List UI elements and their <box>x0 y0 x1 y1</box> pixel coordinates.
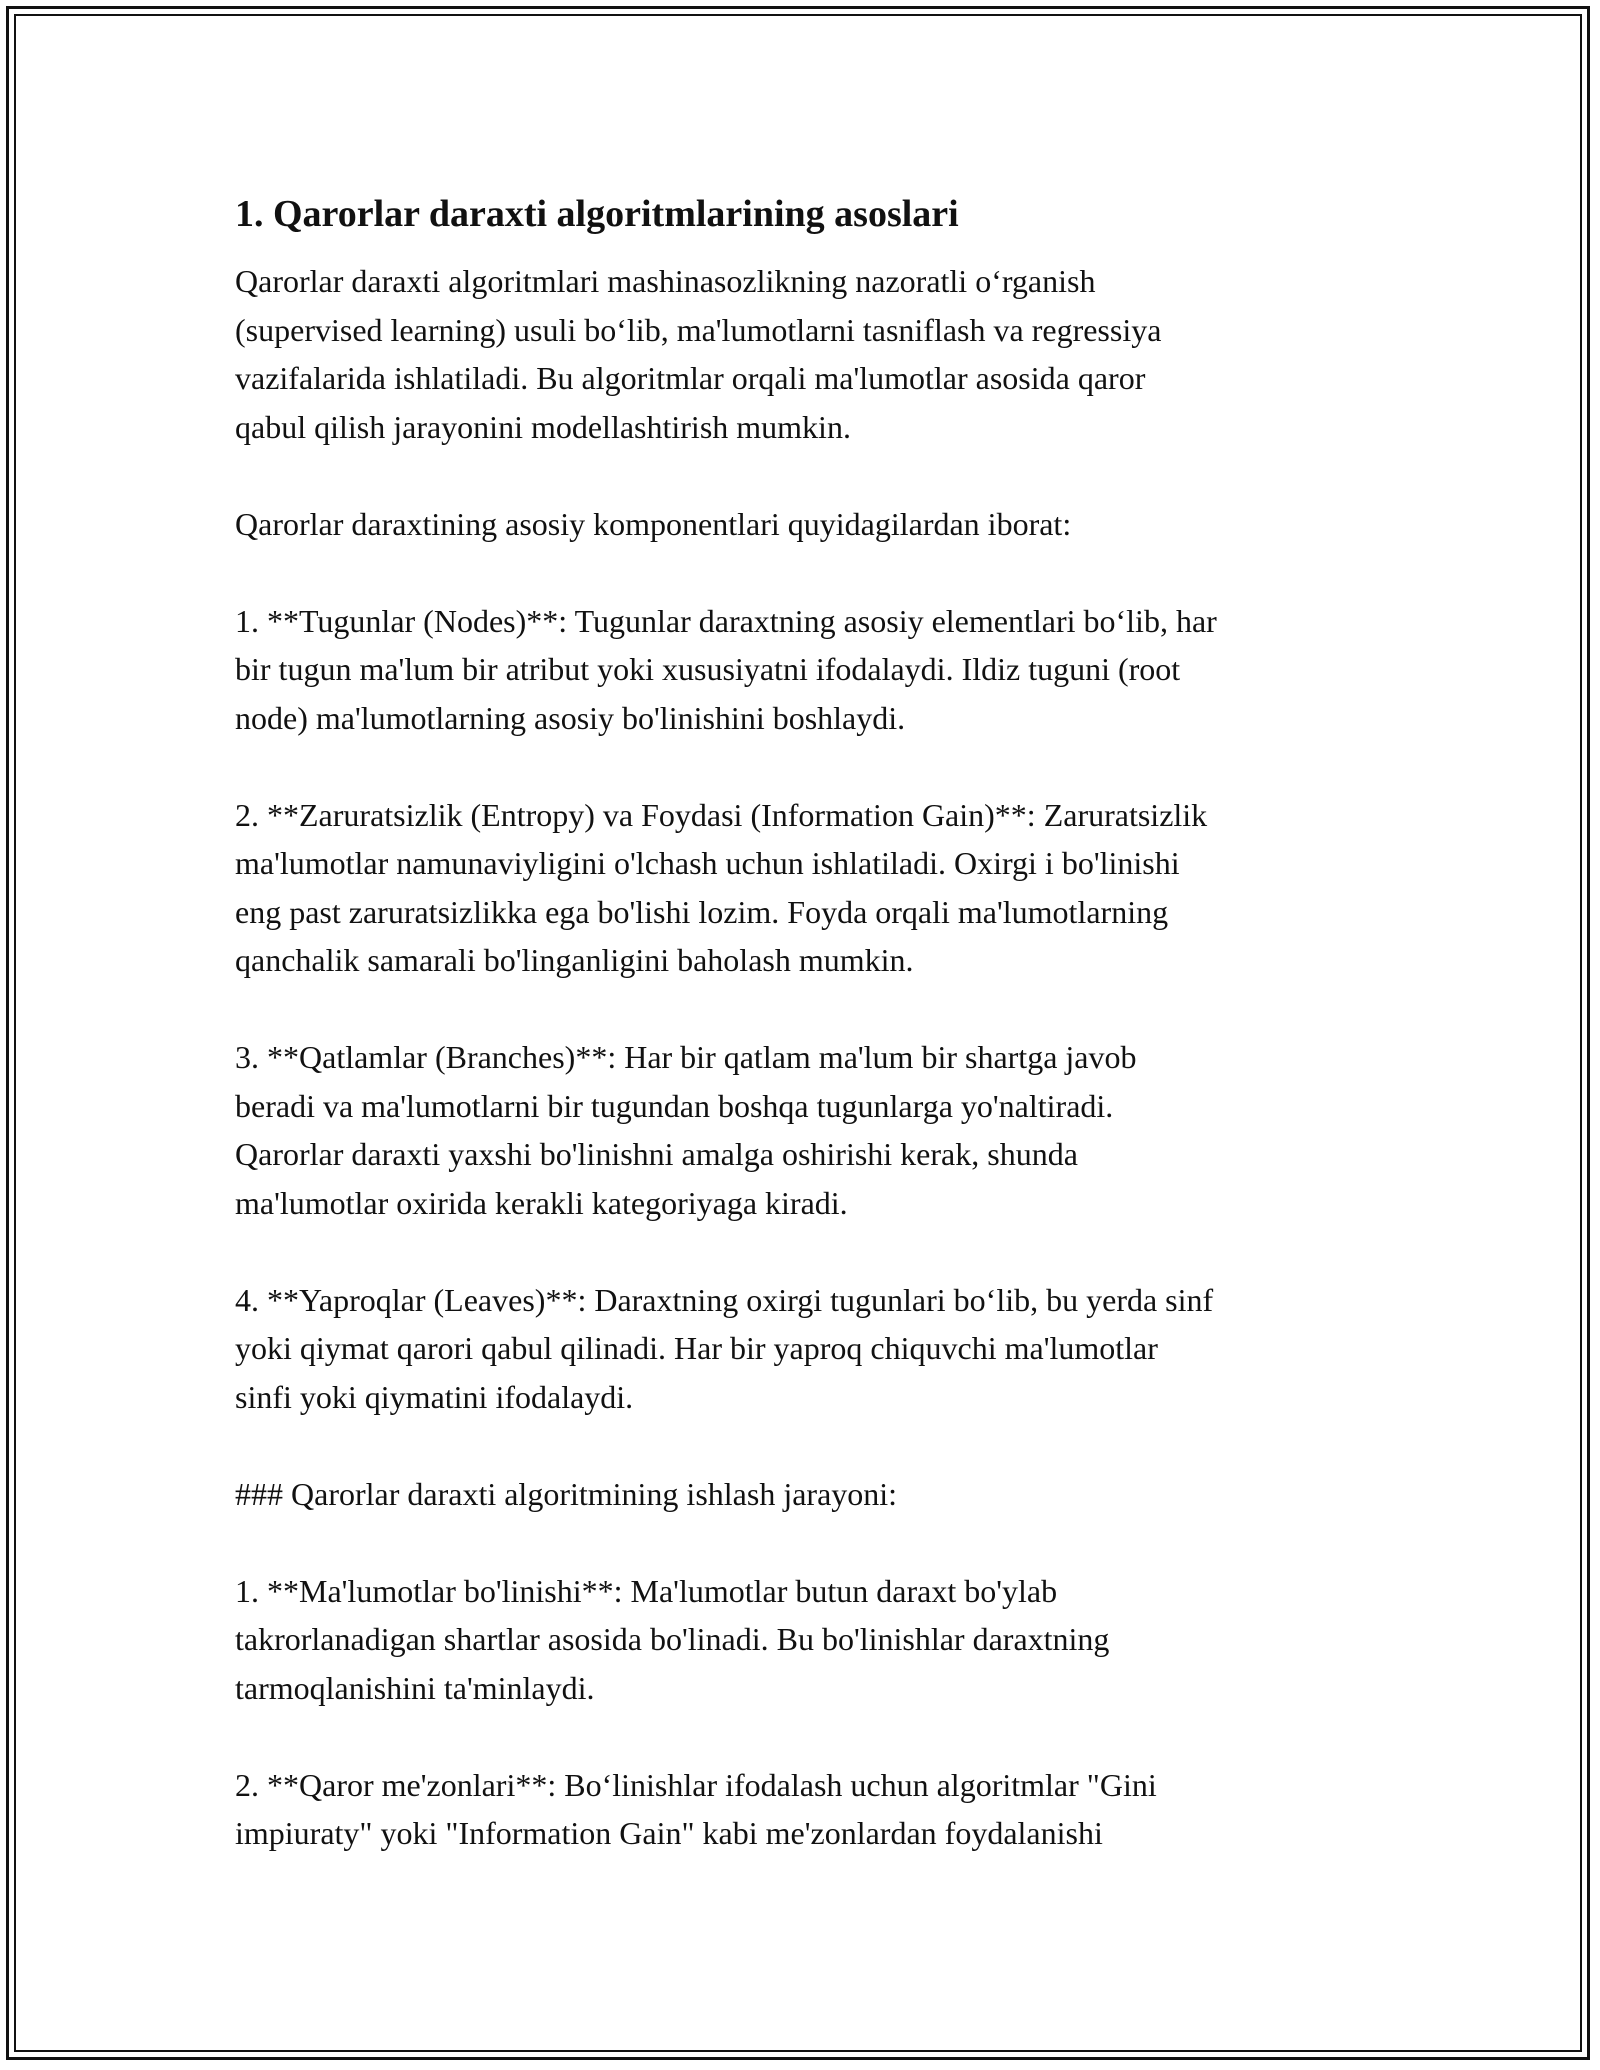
text-line: 1. **Ma'lumotlar bo'linishi**: Ma'lumotlar butun daraxt bo'ylab <box>235 1572 1058 1609</box>
paragraph <box>235 597 1385 743</box>
paragraph <box>235 1470 1385 1519</box>
paragraph-list <box>235 257 1385 1858</box>
text-line: bir tugun ma'lum bir atribut yoki xususiyatni ifodalaydi. Ildiz tuguni (root <box>235 651 1181 687</box>
paragraph <box>235 791 1385 985</box>
text-line: 2. **Zaruratsizlik (Entropy) va Foydasi (Information Gain)**: Zaruratsizlik <box>235 796 1208 833</box>
text-line: 3. **Qatlamlar (Branches)**: Har bir qatlam ma'lum bir shartga javob <box>235 1039 1137 1075</box>
text-line: qanchalik samarali bo'linganligini baholash mumkin. <box>235 942 914 978</box>
text-line: (supervised learning) usuli bo‘lib, ma'lumotlarni tasniflash va regressiya <box>235 311 1162 348</box>
paragraph <box>235 1276 1385 1422</box>
text-line: impiuraty" yoki "Information Gain" kabi me'zonlardan foydalanishi <box>235 1815 1103 1851</box>
paragraph <box>235 1761 1385 1858</box>
section-heading: 1. Qarorlar daraxti algoritmlarining asoslari <box>235 193 959 235</box>
text-line: yoki qiymat qarori qabul qilinadi. Har bir yaproq chiquvchi ma'lumotlar <box>235 1330 1158 1366</box>
text-line: 4. **Yaproqlar (Leaves)**: Daraxtning oxirgi tugunlari bo‘lib, bu yerda sinf <box>235 1281 1214 1318</box>
text-line: tarmoqlanishini ta'minlaydi. <box>235 1669 595 1706</box>
text-line: 2. **Qaror me'zonlari**: Bo‘linishlar ifodalash uchun algoritmlar "Gini <box>235 1766 1157 1803</box>
text-line: beradi va ma'lumotlarni bir tugundan boshqa tugunlarga yo'naltiradi. <box>235 1087 1114 1124</box>
document-body <box>235 185 1385 1906</box>
text-line: ### Qarorlar daraxti algoritmining ishlash jarayoni: <box>235 1475 898 1512</box>
paragraph <box>235 1567 1385 1713</box>
text-line: Qarorlar daraxti algoritmlari mashinasozlikning nazoratli o‘rganish <box>235 263 1096 299</box>
text-line: sinfi yoki qiymatini ifodalaydi. <box>235 1378 634 1415</box>
text-line: Qarorlar daraxtining asosiy komponentlari quyidagilardan iborat: <box>235 505 1072 542</box>
text-line: qabul qilish jarayonini modellashtirish mumkin. <box>235 408 851 445</box>
text-line: eng past zaruratsizlikka ega bo'lishi lozim. Foyda orqali ma'lumotlarning <box>235 893 1169 930</box>
text-line: vazifalarida ishlatiladi. Bu algoritmlar orqali ma'lumotlar asosida qaror <box>235 360 1146 396</box>
text-line: 1. **Tugunlar (Nodes)**: Tugunlar daraxtning asosiy elementlari bo‘lib, har <box>235 602 1217 639</box>
paragraph <box>235 1033 1385 1227</box>
text-line: ma'lumotlar namunaviyligini o'lchash uchun ishlatiladi. Oxirgi i bo'linishi <box>235 845 1180 881</box>
paragraph <box>235 500 1385 549</box>
text-line: takrorlanadigan shartlar asosida bo'linadi. Bu bo'linishlar daraxtning <box>235 1621 1110 1657</box>
text-line: node) ma'lumotlarning asosiy bo'linishini boshlaydi. <box>235 699 906 736</box>
text-line: Qarorlar daraxti yaxshi bo'linishni amalga oshirishi kerak, shunda <box>235 1136 1078 1172</box>
text-line: ma'lumotlar oxirida kerakli kategoriyaga kiradi. <box>235 1184 848 1221</box>
paragraph <box>235 257 1385 451</box>
